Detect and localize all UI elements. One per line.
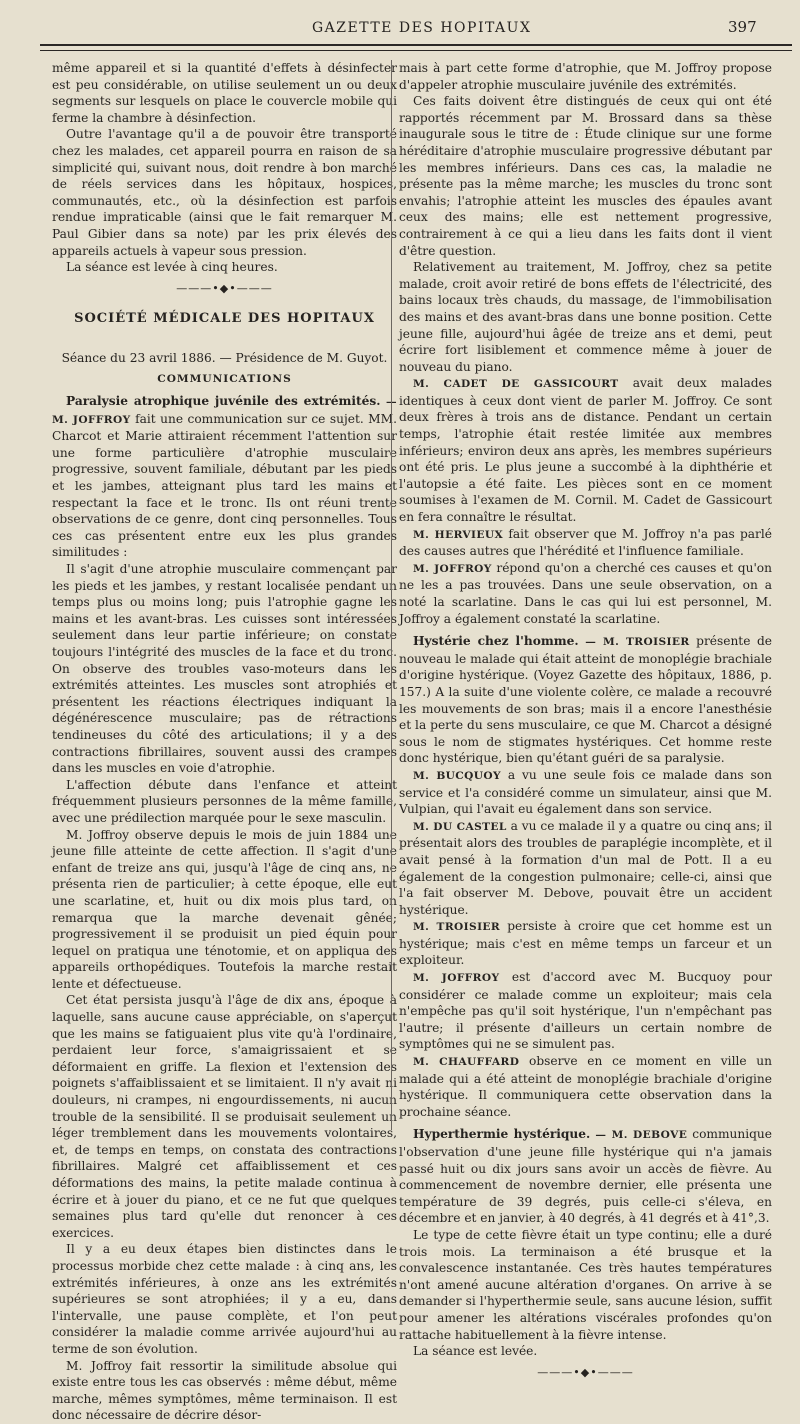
- section-ornament: ———•◆•———: [176, 281, 273, 295]
- right-column: [399, 60, 772, 1386]
- paragraph-chauffard: [399, 1053, 772, 1120]
- society-title: SOCIÉTÉ MÉDICALE DES HOPITAUX: [74, 311, 375, 327]
- page-number: 397: [728, 18, 757, 36]
- paragraph-joffroy-agree: [399, 969, 772, 1053]
- paragraph-atrophie: Il s'agit d'une atrophie musculaire commençant par les pieds et les jambes, y restant localisée pendant un temps plus ou moins long; puis l'atrophie gagne les mains et les avant-bras. Les cuisses sont intéressées seulement dans leur partie inférieure; on constate toujours l'intégrité des muscles de la face et du tronc. On observe des troubles vaso-moteurs dans les extrémités atteintes. Les muscles sont atrophiés et présentent les réactions électriques indiquant la dégénérescence musculaire; pas de rétractions tendineuses du côté des articulations; il y a des contractions fibrillaires, souvent aussi des crampes dans les muscles en voie d'atrophie.: [52, 562, 397, 776]
- paragraph-seance-levee: La séance est levée à cinq heures.: [66, 260, 278, 275]
- hysterie-speaker: — M. TROISIER: [585, 636, 690, 649]
- paragraph-cadet: [399, 375, 772, 525]
- hysterie-text: présente de nouveau le malade qui était atteint de monoplégie brachiale d'origine hystérique. (Voyez Gazette des hôpitaux, 1886, p. 157.) A la suite d'une violente colère, ce malade a recouvré les mouvements de son bras; mais il a encore l'anesthésie et la perte du sens musculaire, ce que M. Charcot a désigné sous le nom de stigmates hystériques. Cet homme reste donc hystérique, bien qu'étant guéri de sa paralysie.: [399, 634, 772, 766]
- troisier-text: persiste à croire que cet homme est un hystérique; mais c'est en même temps un farceur et un exploiteur.: [399, 919, 773, 968]
- paragraph-faits: Ces faits doivent être distingués de ceux qui ont été rapportés récemment par M. Brossard dans sa thèse inaugurale sous le titre de : Étude clinique sur une forme héréditaire d'atrophie musculaire progressive débutant par les membres inférieurs. Dans ces cas, la maladie ne présente pas la même marche; les muscles du tronc sont envahis; l'atrophie atteint les muscles des épaules avant ceux des mains; elle est nettement progressive, contrairement à ce qui a lieu dans les faits dont il vient d'être question.: [399, 94, 772, 258]
- hyperthermie-title: Hyperthermie hystérique.: [413, 1127, 591, 1142]
- paragraph-affection: L'affection débute dans l'enfance et atteint fréquemment plusieurs personnes de la même famille, avec une prédilection marquée pour le sexe masculin.: [52, 777, 397, 825]
- header-rule-thin: [40, 50, 792, 51]
- cadet-text: avait deux malades identiques à ceux dont vient de parler M. Joffroy. Ce sont deux frères à trois ans de distance. Pendant un certain temps, l'atrophie était restée limitée aux membres inférieurs; environ deux ans après, les membres supérieurs ont été pris. Le plus jeune a succombé à la diphthérie et l'autopsie a été faite. Les pièces sont en ce moment soumises à l'examen de M. Cornil. M. Cadet de Gassicourt en fera connaître le résultat.: [399, 376, 773, 525]
- paralysie-title: Paralysie atrophique juvénile des extrémités.: [66, 394, 381, 409]
- speaker-bucquoy: M. BUCQUOY: [413, 769, 501, 782]
- speaker-joffroy: M. JOFFROY: [413, 562, 492, 575]
- speaker-chauffard: M. CHAUFFARD: [413, 1056, 520, 1069]
- paragraph-du-castel: [399, 818, 772, 919]
- hyperthermie-text: communique l'observation d'une jeune fille hystérique qui n'a jamais passé huit ou dix jours sans avoir un accès de fièvre. Au commencement de novembre dernier, elle présenta une température de 39 degrés, puis celle-ci s'éleva, en décembre et en janvier, à 40 degrés, à 41 degrés et à 41°,3.: [399, 1127, 772, 1226]
- paragraph-bucquoy: [399, 767, 772, 818]
- paragraph-joffroy-reply: [399, 560, 772, 627]
- header-rule-thick: [40, 44, 792, 46]
- paragraph-troisier: [399, 918, 772, 969]
- chauffard-text: observe en ce moment en ville un malade qui a été atteint de monoplégie brachiale d'origine hystérique. Il communiquera cette observation dans la prochaine séance.: [399, 1054, 773, 1119]
- speaker-cadet: M. CADET DE GASSICOURT: [413, 378, 619, 391]
- paragraph-joffroy-observation: M. Joffroy observe depuis le mois de juin 1884 une jeune fille atteinte de cette affection. Il s'agit d'une enfant de treize ans qui, jusqu'à l'âge de cinq ans, ne présenta rien de particulier; à cette époque, elle eut une scarlatine, et, huit ou dix mois plus tard, on remarqua que la marche devenait gênée; progressivement il se produisit un pied équin pour lequel on pratiqua une ténotomie, et on appliqua des appareils orthopédiques. Toutefois la marche restait lente et défectueuse.: [52, 827, 397, 991]
- paragraph-hervieux: [399, 526, 772, 560]
- page-header: [0, 18, 800, 40]
- paragraph-seance-levee-right: La séance est levée.: [413, 1344, 538, 1359]
- left-column: [52, 60, 397, 1424]
- speaker-joffroy-2: M. JOFFROY: [413, 972, 500, 985]
- running-title: GAZETTE DES HOPITAUX: [312, 20, 532, 36]
- joffroy-reply-text: répond qu'on a cherché ces causes et qu'on ne les a pas trouvées. Dans une seule observation, on a noté la scarlatine. Dans le cas qui lui est personnel, M. Joffroy a également constaté la scarlatine.: [399, 560, 772, 626]
- du-castel-text: a vu ce malade il y a quatre ou cinq ans; il présentait alors des troubles de paraplégie incomplète, et il avait pensé à la formation d'un mal de Pott. Il a eu également de la congestion pulmonaire; celle-ci, ainsi que l'a fait observer M. Debove, pouvait être un accident hystérique.: [399, 818, 773, 917]
- speaker-hervieux: M. HERVIEUX: [413, 528, 504, 541]
- column-separator: [391, 60, 392, 1130]
- paragraph-type-fievre: Le type de cette fièvre était un type continu; elle a duré trois mois. La terminaison a été brusque et la convalescence instantanée. Ces très hautes températures n'ont amené aucune altération d'organes. On arrive à se demander si l'hyperthermie seule, sans aucune lésion, suffit pour amener les altérations viscérales profondes qu'on rattache habituellement à la fièvre intense.: [399, 1227, 772, 1342]
- paragraph-similitude: M. Joffroy fait ressortir la similitude absolue qui existe entre tous les cas observés : même début, même marche, mêmes symptômes, même terminaison. Il est donc nécessaire de décrire désor-: [52, 1358, 397, 1423]
- paragraph-traitement: Relativement au traitement, M. Joffroy, chez sa petite malade, croit avoir retiré de bons effets de l'électricité, des bains locaux très chauds, du massage, de l'immobilisation des mains et des avant-bras dans une bonne position. Cette jeune fille, aujourd'hui âgée de treize ans et demi, peut écrire fort lisiblement et commence même à jouer de nouveau du piano.: [399, 260, 772, 374]
- hysterie-title: Hystérie chez l'homme.: [413, 634, 579, 649]
- paragraph-outre: Outre l'avantage qu'il a de pouvoir être transporté chez les malades, cet appareil pourra en raison de sa simplicité qui, suivant nous, doit rendre à bon marché de réels services dans les hôpitaux, hospices, communautés, etc., où la désinfection est parfois rendue impraticable (ainsi que le fait remarquer M. Paul Gibier dans sa note) par les prix élevés des appareils actuels à vapeur sous pression.: [52, 127, 397, 258]
- paragraph-etapes: Il y a eu deux étapes bien distinctes dans le processus morbide chez cette malade : à cinq ans, les extrémités inférieures, à onze ans les extrémités supérieures se sont atrophiées; il y a eu, dans l'intervalle, une pause complète, et l'on peut considérer la maladie comme arrivée aujourd'hui au terme de son évolution.: [52, 1242, 397, 1356]
- paragraph-continuation: même appareil et si la quantité d'effets à désinfecter est peu considérable, on utilise seulement un ou deux segments sur lesquels on place le couvercle mobile qui ferme la chambre à désinfection.: [52, 61, 397, 125]
- paragraph-hyperthermie: [399, 1126, 772, 1227]
- end-ornament: ———•◆•———: [537, 1365, 634, 1379]
- paragraph-continuation-right: mais à part cette forme d'atrophie, que M. Joffroy propose d'appeler atrophie musculaire juvénile des extrémités.: [399, 61, 772, 92]
- paragraph-etat: Cet état persista jusqu'à l'âge de dix ans, époque à laquelle, sans aucune cause appréciable, on s'aperçut que les mains se fatiguaient plus vite qu'à l'ordinaire, perdaient leur force, s'amaigrissaient et se déformaient en griffe. La flexion et l'extension des poignets s'affaiblissaient et se limitaient. Il n'y avait ni douleurs, ni crampes, ni engourdissements, ni aucun trouble de la sensibilité. Il se produisait seulement un léger tremblement dans les mouvements volontaires, et, de temps en temps, on constata des contractions fibrillaires. Malgré cet affaiblissement et ces déformations des mains, la petite malade continua à écrire et à jouer du piano, et ce ne fut que quelques semaines plus tard qu'elle dut renoncer à ces exercices.: [52, 993, 397, 1240]
- bucquoy-text: a vu une seule fois ce malade dans son service et l'a considéré comme un simulateur, ainsi que M. Vulpian, qui l'avait eu également dans son service.: [399, 767, 772, 817]
- paralysie-text: fait une communication sur ce sujet. MM. Charcot et Marie attiraient récemment l'attention sur une forme particulière d'atrophie musculaire progressive, souvent familiale, débutant par les pieds et les jambes, atteignant plus tard les mains et respectant la face et le tronc. Ils ont réuni trente observations de ce genre, dont cinq personnelles. Tous ces cas présentent entre eux les plus grandes similitudes :: [52, 411, 398, 560]
- joffroy-agree-text: est d'accord avec M. Bucquoy pour considérer ce malade comme un exploiteur; mais cela n'empêche pas qu'il soit hystérique, l'un n'empêchant pas l'autre; il présente d'ailleurs un certain nombre de symptômes qui ne se simulent pas.: [399, 970, 772, 1052]
- hervieux-text: fait observer que M. Joffroy n'a pas parlé des causes autres que l'hérédité et l'influence familiale.: [399, 526, 772, 559]
- communications-heading: COMMUNICATIONS: [157, 372, 292, 385]
- paralysie-speaker: — M. JOFFROY: [52, 396, 397, 426]
- speaker-troisier: M. TROISIER: [413, 921, 501, 934]
- speaker-du-castel: M. DU CASTEL: [413, 820, 507, 833]
- session-line: Séance du 23 avril 1886. — Présidence de M. Guyot.: [61, 350, 388, 365]
- paragraph-paralysie: [52, 393, 397, 561]
- paragraph-hysterie: [399, 633, 772, 767]
- hyperthermie-speaker: — M. DEBOVE: [595, 1129, 688, 1142]
